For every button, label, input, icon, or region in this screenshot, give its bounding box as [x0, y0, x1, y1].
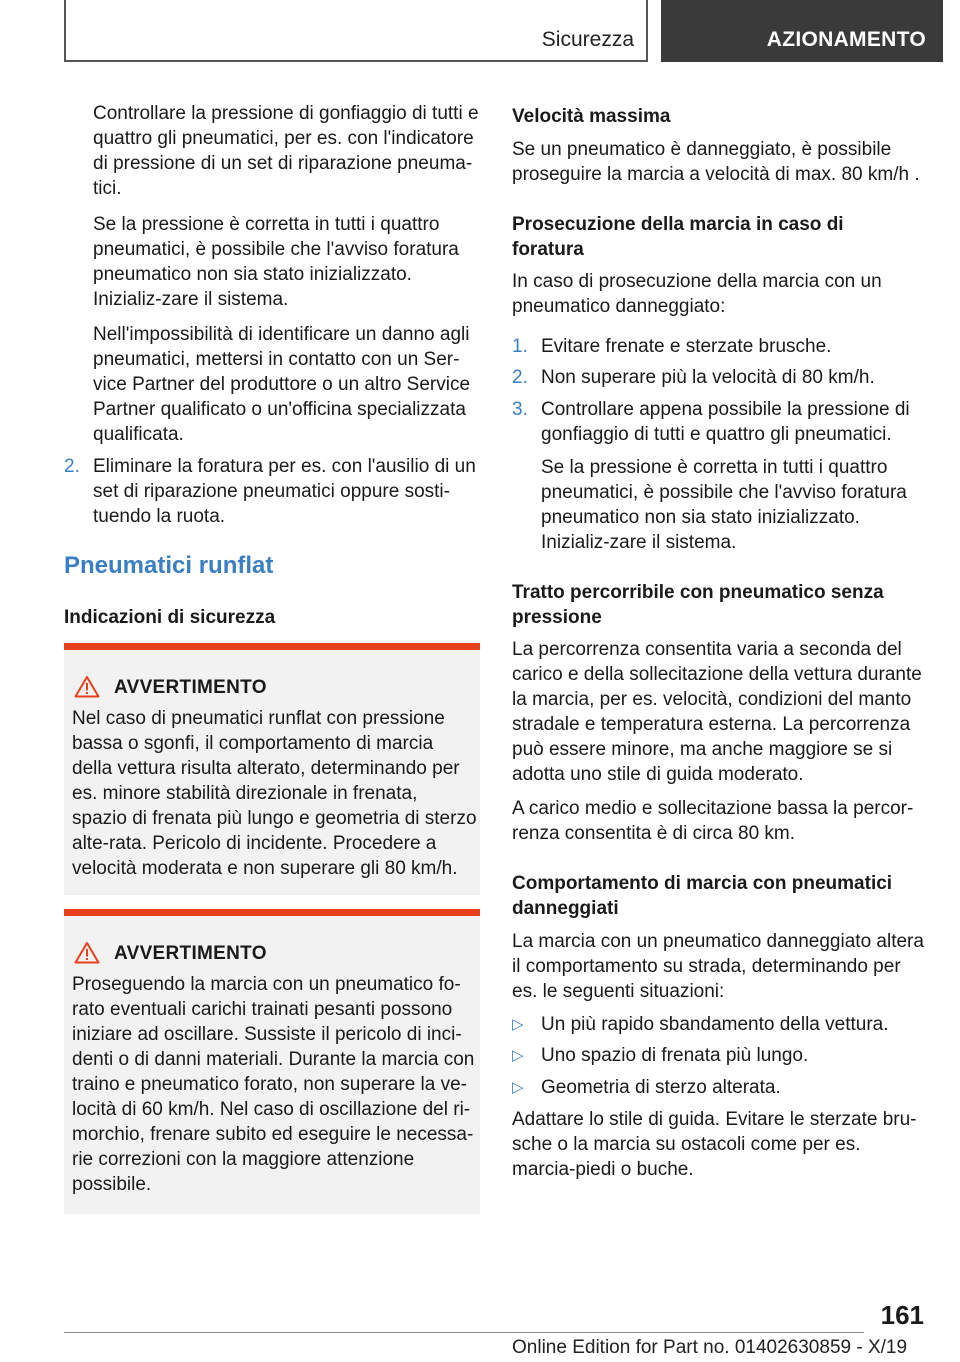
- list-item-bullet: [512, 1043, 928, 1068]
- warning-box-1: [64, 643, 480, 895]
- triangle-bullet-icon: ▷: [512, 1016, 524, 1033]
- right-paragraph-1: Se un pneumatico è danneggiato, è possibile proseguire la marcia a velocità di max. 80 km/h .: [512, 139, 920, 185]
- step-3-note: Se la pressione è corretta in tutti i quattro pneumatici, è possibile che l'avviso foratura pneumatico non sia stato inizializzato. Inizializ-zare il sistema.: [541, 457, 907, 553]
- left-paragraph-1: Controllare la pressione di gonfiaggio di tutti e quattro gli pneumatici, per es. con l'indicatore di pressione di un set di riparazione pneuma-tici.: [93, 103, 479, 199]
- step-text: Controllare appena possibile la pressione di gonfiaggio di tutti e quattro gli pneumatici.: [541, 399, 910, 445]
- footer-edition: Online Edition for Part no. 01402630859 - X/19: [512, 1337, 908, 1358]
- step-text: Eliminare la foratura per es. con l'ausilio di un set di riparazione pneumatici oppure sosti-tuendo la ruota.: [93, 456, 476, 527]
- right-paragraph-2: In caso di prosecuzione della marcia con un pneumatico danneggiato:: [512, 271, 882, 317]
- bullet-text: Un più rapido sbandamento della vettura.: [541, 1014, 889, 1035]
- list-item-bullet: [512, 1075, 928, 1100]
- warning-text: Proseguendo la marcia con un pneumatico fo-rato eventuali carichi trainati pesanti possono iniziare ad oscillare. Sussiste il pericolo di inci-denti o di danni materiali. Durante la marcia con traino e pneumatico forato, non superare la ve-locità di 60 km/h. Nel caso di oscillazione del ri-morchio, frenare subito ed eseguire le necessa-rie correzioni con la maggiore attenzione possibile.: [72, 974, 475, 1195]
- step-number: 1.: [512, 336, 528, 357]
- triangle-bullet-icon: ▷: [512, 1079, 524, 1096]
- list-item-step-1: [512, 334, 928, 359]
- list-item-step-3: [512, 397, 928, 447]
- list-item-bullet: [512, 1012, 928, 1037]
- header-chapter-label: AZIONAMENTO: [766, 28, 926, 51]
- footer-divider: [64, 1332, 864, 1333]
- heading-max-speed: Velocità massima: [512, 106, 671, 127]
- left-step-2: [64, 454, 480, 529]
- left-paragraph-3: Nell'impossibilità di identificare un danno agli pneumatici, mettersi in contatto con un Ser-vice Partner del produttore o un altro Service Partner qualificato o un'officina specializzata qualificata.: [93, 324, 471, 445]
- heading-continue-driving: Prosecuzione della marcia in caso di foratura: [512, 214, 844, 260]
- list-item-step-2: [512, 365, 928, 390]
- subheading-safety: Indicazioni di sicurezza: [64, 607, 276, 628]
- warning-text: Nel caso di pneumatici runflat con pressione bassa o sgonfi, il comportamento di marcia della vettura risulta alterato, determinando per es. minore stabilità direzionale in frenata, spazio di frenata più lungo e geometria di sterzo alte-rata. Pericolo di incidente. Procedere a velocità moderata e non superare gli 80 km/h.: [72, 708, 477, 879]
- step-number: 2.: [64, 456, 80, 477]
- bullet-text: Uno spazio di frenata più lungo.: [541, 1045, 809, 1066]
- heading-flat-range: Tratto percorribile con pneumatico senza pressione: [512, 582, 884, 628]
- right-paragraph-5: La marcia con un pneumatico danneggiato altera il comportamento su strada, determinando per es. le seguenti situazioni:: [512, 931, 924, 1002]
- header-section-label: Sicurezza: [541, 28, 634, 51]
- warning-title: AVVERTIMENTO: [114, 943, 267, 964]
- right-paragraph-4: A carico medio e sollecitazione bassa la percor-renza consentita è di circa 80 km.: [512, 798, 914, 844]
- step-number: 3.: [512, 399, 528, 420]
- step-text: Evitare frenate e sterzate brusche.: [541, 336, 832, 357]
- page-number: 161: [880, 1300, 924, 1330]
- bullet-text: Geometria di sterzo alterata.: [541, 1077, 781, 1098]
- right-paragraph-6: Adattare lo stile di guida. Evitare le sterzate bru-sche o la marcia su ostacoli come per es. marcia-piedi o buche.: [512, 1109, 917, 1180]
- warning-triangle-icon: [74, 941, 100, 969]
- step-text: Non superare più la velocità di 80 km/h.: [541, 367, 875, 388]
- warning-box-2: [64, 909, 480, 1214]
- right-paragraph-3: La percorrenza consentita varia a seconda del carico e della sollecitazione della vettura durante la marcia, per es. velocità, condizioni del manto stradale e temperatura esterna. La percorrenza può essere minore, ma anche maggiore se si adotta uno stile di guida moderato.: [512, 639, 922, 785]
- warning-triangle-icon: [74, 675, 100, 703]
- section-title: Pneumatici runflat: [64, 552, 274, 579]
- warning-title: AVVERTIMENTO: [114, 677, 267, 698]
- header-chapter-tab: [661, 0, 943, 62]
- left-paragraph-2: Se la pressione è corretta in tutti i quattro pneumatici, è possibile che l'avviso foratura pneumatico non sia stato inizializzato. Inizializ-zare il sistema.: [93, 214, 459, 310]
- triangle-bullet-icon: ▷: [512, 1047, 524, 1064]
- header-section-tab: [64, 0, 648, 62]
- step-number: 2.: [512, 367, 528, 388]
- heading-driving-behaviour: Comportamento di marcia con pneumatici danneggiati: [512, 873, 893, 919]
